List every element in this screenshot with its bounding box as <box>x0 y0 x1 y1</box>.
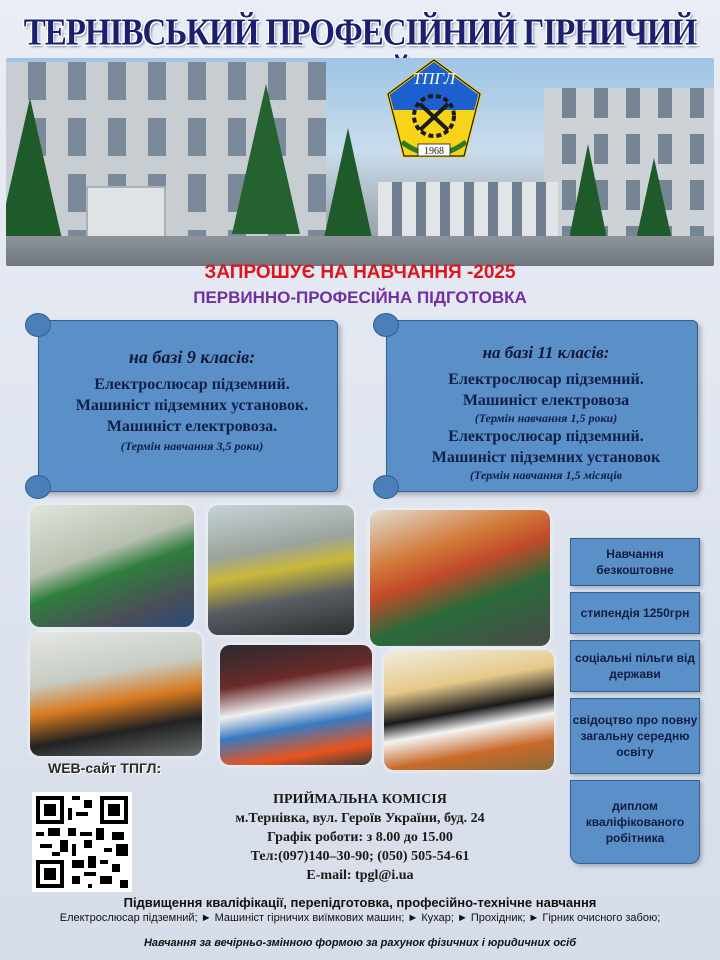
tree-left <box>6 98 64 248</box>
scroll-11-classes <box>386 320 698 492</box>
website-label: WEB-сайт ТПГЛ: <box>48 760 162 776</box>
benefit-diploma: диплом кваліфікованого робітника <box>570 780 700 864</box>
scroll-curl-top <box>373 313 399 337</box>
photo-workshop-1 <box>30 505 194 627</box>
evening-study-note: Навчання за вечірньо-змінною формою за рахунок фізичних і юридичних осіб <box>143 937 577 949</box>
scroll-11-line2: Машиніст електровоза <box>462 392 630 409</box>
contact-heading: ПРИЙМАЛЬНА КОМІСІЯ <box>273 792 447 807</box>
photo-cooking <box>384 650 554 770</box>
scroll-9-text: Електрослюсар підземний. Машиніст підземних установок. Машиніст електровоза. <box>75 376 309 435</box>
school-building-photo <box>6 58 714 266</box>
photo-students-2 <box>220 645 372 765</box>
scroll-curl-top <box>25 313 51 337</box>
logo-abbr: ТПГЛ <box>412 69 456 88</box>
scroll-11-line4: Машиніст підземних установок <box>431 449 661 466</box>
photo-workshop-3 <box>370 510 550 646</box>
scroll-11-heading: на базі 11 класів: <box>482 343 610 362</box>
logo-year: 1968 <box>424 146 444 157</box>
photo-students-1 <box>30 632 202 756</box>
contact-phone[interactable]: Тел:(097)140–30-90; (050) 505-54-61 <box>250 849 470 864</box>
scroll-9-term: (Термін навчання 3,5 роки) <box>120 439 264 453</box>
photo-workshop-2 <box>208 505 354 635</box>
further-training-list: Електрослюсар підземний; ► Машиніст гірничих виїмкових машин; ► Кухар; ► Прохідник; ► Гірник очисного забою; <box>59 912 661 924</box>
page-title: ТЕРНІВСЬКИЙ ПРОФЕСІЙНИЙ ГІРНИЧИЙ <box>23 12 697 54</box>
tree-center <box>232 84 300 234</box>
scroll-9-heading: на базі 9 класів: <box>128 347 256 367</box>
scroll-11-line3: Електрослюсар підземний. <box>448 428 644 445</box>
scroll-11-term2: (Термін навчання 1,5 місяців <box>469 468 623 482</box>
subheadline: ПЕРВИННО-ПРОФЕСІЙНА ПІДГОТОВКА <box>193 288 527 307</box>
benefit-certificate: свідоцтво про повну загальну середню освіту <box>570 698 700 774</box>
further-training-title: Підвищення кваліфікації, перепідготовка, професійно-технічне навчання <box>123 895 597 910</box>
benefit-free-education: Навчання безкоштовне <box>570 538 700 586</box>
scroll-11-term1: (Термін навчання 1,5 роки) <box>474 411 618 425</box>
admissions-contact <box>210 790 510 885</box>
benefit-stipend: стипендія 1250грн <box>570 592 700 634</box>
school-logo <box>386 58 482 168</box>
benefit-social: соціальні пільги від держави <box>570 640 700 692</box>
scroll-curl-bottom <box>25 475 51 499</box>
contact-schedule: Графік роботи: з 8.00 до 15.00 <box>267 830 453 845</box>
contact-email[interactable]: E-mail: tpgl@i.ua <box>306 868 414 883</box>
headline: ЗАПРОШУЄ НА НАВЧАННЯ -2025 <box>204 262 516 283</box>
scroll-curl-bottom <box>373 475 399 499</box>
contact-address: м.Тернівка, вул. Героїв України, буд. 24 <box>235 811 485 826</box>
website-qr-code[interactable] <box>32 792 132 892</box>
tree-small <box>324 128 372 238</box>
scroll-11-line1: Електрослюсар підземний. <box>448 371 644 388</box>
scroll-9-classes <box>38 320 338 492</box>
